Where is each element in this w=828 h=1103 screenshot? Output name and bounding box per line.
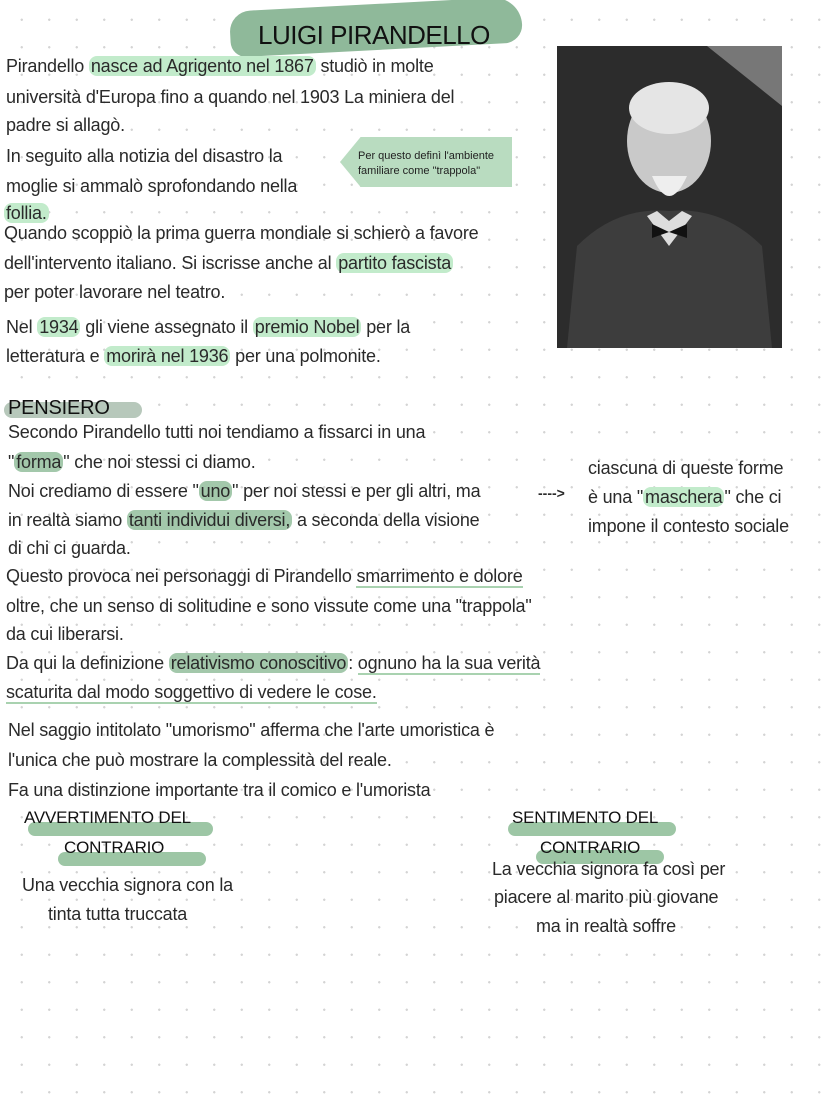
- text-line: [24, 806, 191, 830]
- text-segment: università d'Europa fino a quando nel 1903 La miniera del: [6, 87, 455, 107]
- section-heading: PENSIERO: [8, 397, 110, 419]
- highlighted-text: scaturita dal modo soggettivo di vedere le cose.: [6, 682, 377, 702]
- text-segment: AVVERTIMENTO DEL: [24, 808, 191, 827]
- text-line: [6, 315, 410, 339]
- text-segment: :: [348, 653, 358, 673]
- text-line: [6, 564, 523, 588]
- text-line: [8, 508, 479, 532]
- text-segment: CONTRARIO: [64, 838, 165, 857]
- text-line: [588, 485, 781, 509]
- text-segment: Noi crediamo di essere ": [8, 481, 199, 501]
- callout-line: familiare come "trappola": [358, 165, 481, 177]
- text-line: [6, 174, 297, 198]
- text-segment: gli viene assegnato il: [80, 317, 253, 337]
- text-segment: Pirandello: [6, 56, 89, 76]
- highlighted-text: forma: [16, 452, 62, 472]
- text-segment: oltre, che un senso di solitudine e sono vissute come una "trappola": [6, 596, 532, 616]
- text-line: [8, 536, 131, 560]
- highlighted-text: 1934: [39, 317, 79, 337]
- text-segment: CONTRARIO: [540, 838, 641, 857]
- text-segment: Questo provoca nei personaggi di Pirandello: [6, 566, 357, 586]
- text-line: [512, 806, 658, 830]
- text-line: [6, 113, 125, 137]
- text-segment: " per noi stessi e per gli altri, ma: [232, 481, 481, 501]
- text-segment: Una vecchia signora con la: [22, 875, 233, 895]
- text-segment: " che ci: [724, 487, 782, 507]
- text-segment: per una polmonite.: [230, 346, 381, 366]
- text-line: [4, 221, 478, 245]
- text-segment: SENTIMENTO DEL: [512, 808, 659, 827]
- text-segment: ciascuna di queste forme: [588, 458, 784, 478]
- text-line: [22, 873, 233, 897]
- highlighted-text: nasce ad Agrigento nel 1867: [90, 56, 314, 76]
- text-line: [492, 857, 725, 881]
- portrait-silhouette-icon: [557, 46, 782, 348]
- text-segment: impone il contesto sociale: [588, 516, 789, 536]
- text-segment: padre si allagò.: [6, 115, 125, 135]
- text-line: [8, 420, 425, 444]
- text-segment: Quando scoppiò la prima guerra mondiale si schierò a favore: [4, 223, 479, 243]
- highlighted-text: morirà nel 1936: [106, 346, 229, 366]
- text-line: [588, 514, 789, 538]
- text-line: [536, 914, 676, 938]
- text-segment: Nel: [6, 317, 38, 337]
- text-line: [6, 85, 454, 109]
- text-segment: La vecchia signora fa così per: [492, 859, 726, 879]
- text-segment: " che noi stessi ci diamo.: [63, 452, 256, 472]
- text-segment: l'unica che può mostrare la complessità del reale.: [8, 750, 392, 770]
- text-segment: Secondo Pirandello tutti noi tendiamo a fissarci in una: [8, 422, 426, 442]
- text-line: [6, 144, 282, 168]
- text-segment: è una ": [588, 487, 644, 507]
- text-segment: tinta tutta truccata: [48, 904, 188, 924]
- text-segment: Da qui la definizione: [6, 653, 169, 673]
- text-line: [8, 748, 392, 772]
- highlighted-text: ognuno ha la sua verità: [357, 653, 541, 673]
- callout-line: Per questo definì l'ambiente: [358, 150, 495, 162]
- text-line: [6, 622, 124, 646]
- text-line: [8, 778, 430, 802]
- text-line: [6, 344, 381, 368]
- text-line: [4, 280, 225, 304]
- text-line: [588, 456, 783, 480]
- text-line: [8, 479, 480, 503]
- text-segment: ": [8, 452, 15, 472]
- text-segment: In seguito alla notizia del disastro la: [6, 146, 283, 166]
- text-segment: a seconda della visione: [292, 510, 480, 530]
- highlighted-text: tanti individui diversi,: [128, 510, 291, 530]
- arrow-icon: ---->: [538, 485, 565, 501]
- text-line: [6, 594, 532, 618]
- text-line: [6, 680, 377, 704]
- text-line: [6, 54, 434, 78]
- text-segment: letteratura e: [6, 346, 105, 366]
- text-line: [8, 718, 494, 742]
- portrait-photo: [557, 46, 782, 348]
- text-segment: in realtà siamo: [8, 510, 127, 530]
- text-segment: studiò in molte: [315, 56, 434, 76]
- text-line: [494, 885, 718, 909]
- text-segment: per la: [361, 317, 411, 337]
- page-title: LUIGI PIRANDELLO: [258, 20, 490, 50]
- callout-text: [358, 149, 494, 179]
- text-line: [6, 651, 540, 675]
- text-segment: di chi ci guarda.: [8, 538, 131, 558]
- text-line: [48, 902, 187, 926]
- text-segment: Nel saggio intitolato "umorismo" afferma che l'arte umoristica è: [8, 720, 495, 740]
- highlighted-text: maschera: [645, 487, 723, 507]
- text-segment: Fa una distinzione importante tra il comico e l'umorista: [8, 780, 431, 800]
- text-segment: da cui liberarsi.: [6, 624, 124, 644]
- highlighted-text: follia.: [6, 203, 47, 223]
- text-segment: piacere al marito più giovane: [494, 887, 719, 907]
- text-segment: moglie si ammalò sprofondando nella: [6, 176, 298, 196]
- highlighted-text: relativismo conoscitivo: [170, 653, 347, 673]
- highlighted-text: premio Nobel: [254, 317, 360, 337]
- text-line: [64, 836, 164, 860]
- text-segment: dell'intervento italiano. Si iscrisse anche al: [4, 253, 337, 273]
- text-segment: ma in realtà soffre: [536, 916, 676, 936]
- text-segment: per poter lavorare nel teatro.: [4, 282, 226, 302]
- text-line: [4, 251, 453, 275]
- highlighted-text: partito fascista: [338, 253, 452, 273]
- highlighted-text: uno: [200, 481, 231, 501]
- highlighted-text: smarrimento e dolore: [356, 566, 523, 586]
- text-line: [8, 450, 256, 474]
